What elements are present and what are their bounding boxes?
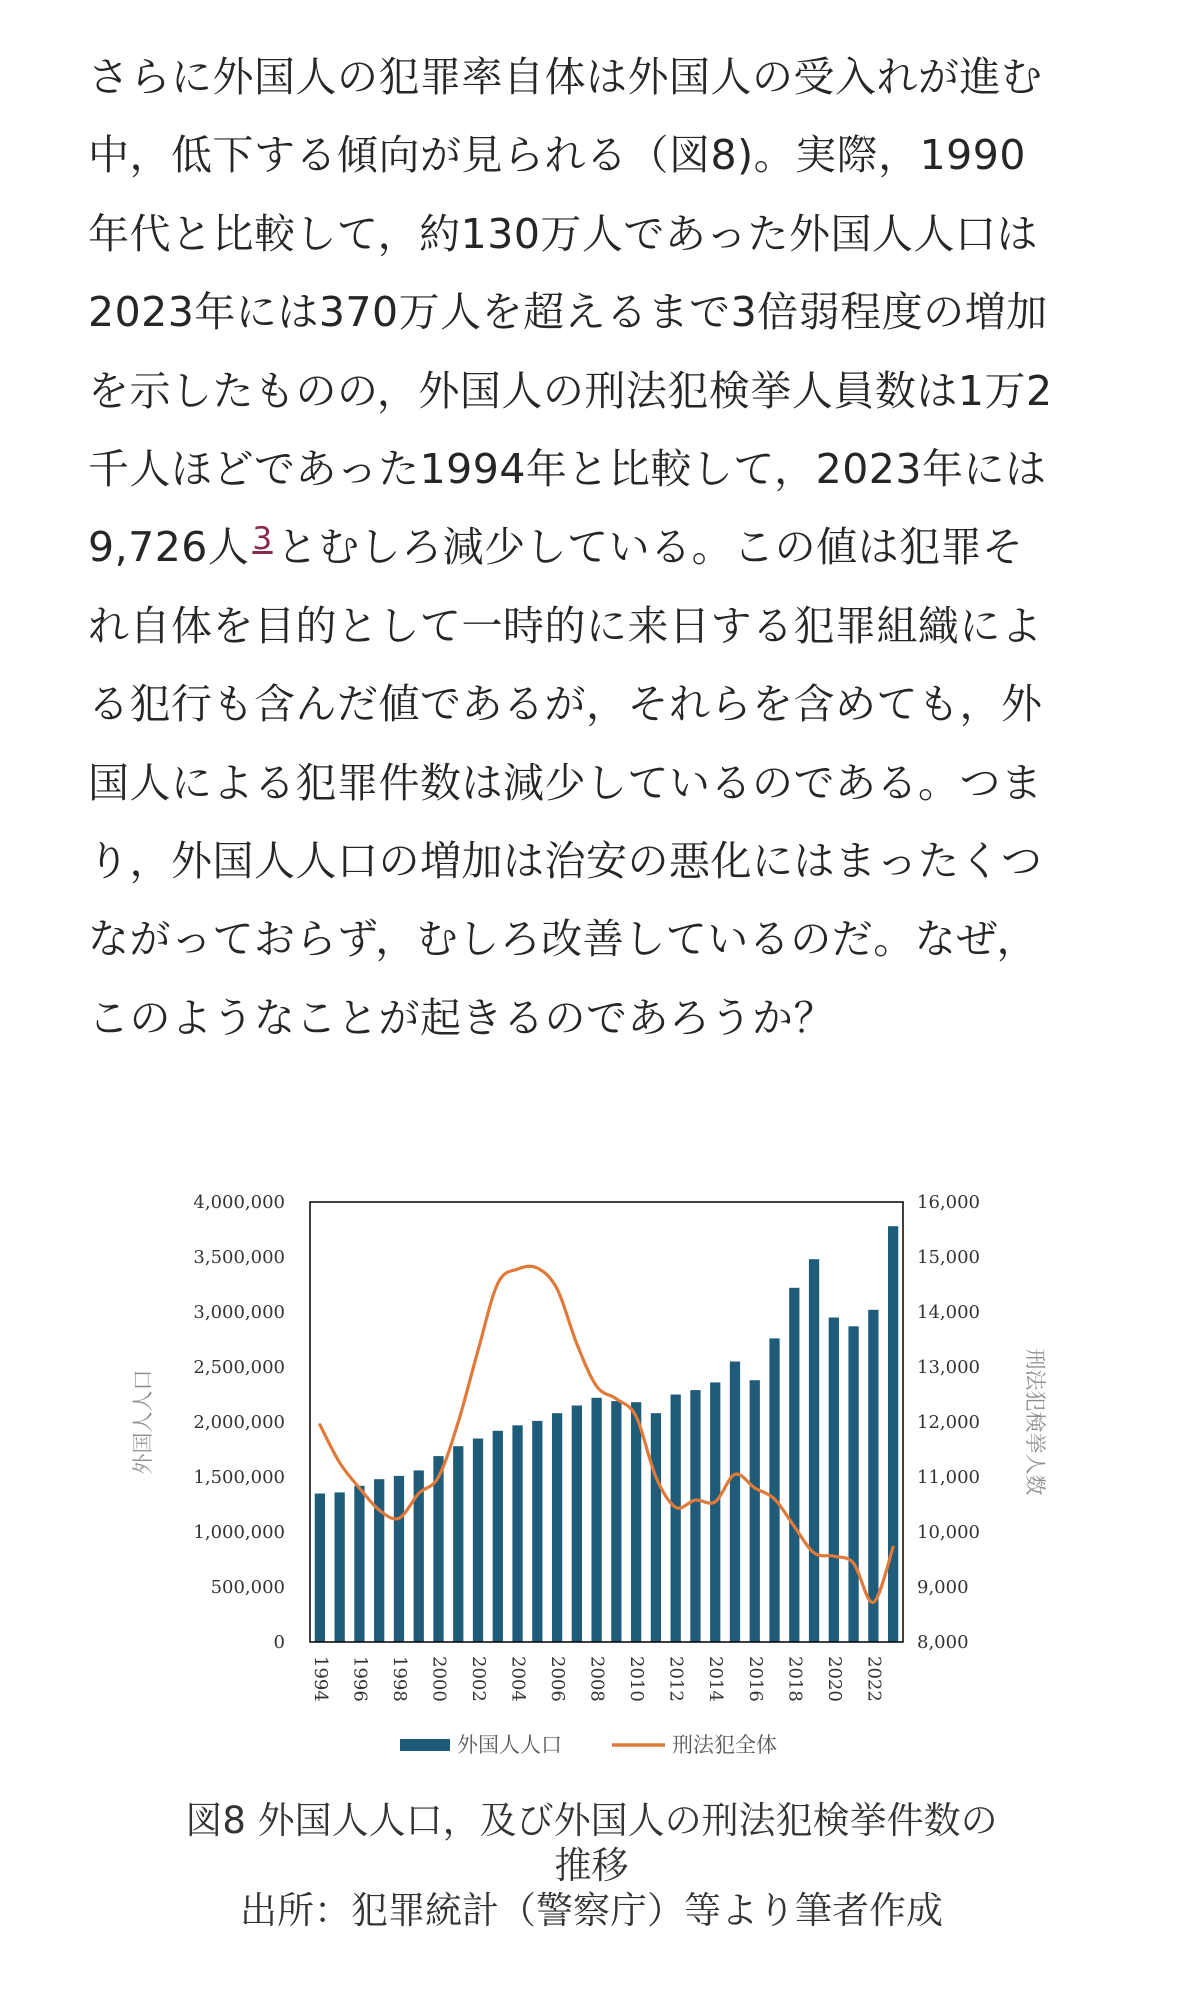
right-tick-label: 9,000 — [917, 1577, 969, 1598]
x-tick-label: 2022 — [863, 1656, 885, 1702]
bar — [671, 1395, 681, 1643]
bar — [335, 1492, 345, 1642]
paragraph-line: り，外国人人口の増加は治安の悪化にはまったくつ — [88, 836, 1043, 885]
right-tick-label: 14,000 — [917, 1302, 980, 1323]
left-tick-label: 3,000,000 — [193, 1302, 285, 1323]
bar — [651, 1413, 661, 1642]
x-tick-label: 2004 — [507, 1656, 529, 1702]
caption-source: 出所：犯罪統計（警察庁）等より筆者作成 — [240, 1889, 943, 1932]
right-axis-ticks — [917, 1192, 980, 1653]
x-tick-label: 2008 — [586, 1656, 608, 1702]
left-axis-ticks — [193, 1192, 285, 1653]
bar — [710, 1382, 720, 1642]
bar — [354, 1486, 364, 1642]
bar — [829, 1318, 839, 1643]
bar — [769, 1338, 779, 1642]
figure-8 — [0, 1170, 1183, 1770]
bar — [868, 1310, 878, 1642]
paragraph-line: る犯行も含んだ値であるが，それらを含めても，外 — [88, 680, 1043, 729]
paragraph-line: このようなことが起きるのであろうか？ — [88, 993, 835, 1042]
legend-swatch-bar — [400, 1739, 450, 1751]
paragraph-line: を示したものの，外国人の刑法犯検挙人員数は1万2 — [88, 366, 1053, 415]
bar — [512, 1425, 522, 1642]
right-tick-label: 10,000 — [917, 1522, 980, 1543]
left-tick-label: 1,000,000 — [193, 1522, 285, 1543]
x-tick-label: 1996 — [349, 1656, 371, 1702]
legend-label-line: 刑法犯全体 — [672, 1733, 777, 1757]
combo-chart — [0, 1170, 1183, 1770]
x-tick-label: 2020 — [823, 1656, 845, 1702]
bar — [315, 1494, 325, 1643]
right-tick-label: 13,000 — [917, 1357, 980, 1378]
footnote-link[interactable]: 3 — [252, 521, 273, 558]
bar — [690, 1390, 700, 1642]
paragraph-line: 国人による犯罪件数は減少しているのである。つま — [88, 758, 1043, 807]
left-tick-label: 2,000,000 — [193, 1412, 285, 1433]
bar — [532, 1421, 542, 1642]
x-tick-label: 2014 — [705, 1656, 727, 1702]
x-tick-label: 2018 — [784, 1656, 806, 1702]
right-tick-label: 15,000 — [917, 1247, 980, 1268]
bar — [888, 1226, 898, 1642]
paragraph-line: 年代と比較して，約130万人であった外国人人口は — [88, 209, 1039, 258]
paragraph-line: さらに外国人の犯罪率自体は外国人の受入れが進む — [88, 53, 1043, 101]
caption-title-cont: 推移 — [554, 1844, 629, 1887]
bar — [473, 1439, 483, 1643]
bar — [493, 1431, 503, 1642]
x-tick-label: 2002 — [468, 1656, 490, 1702]
bar — [611, 1401, 621, 1642]
left-tick-label: 2,500,000 — [193, 1357, 285, 1378]
bar — [730, 1362, 740, 1643]
figure-caption — [0, 1798, 1183, 1933]
line-path — [320, 1266, 893, 1602]
x-tick-label: 2006 — [547, 1656, 569, 1702]
x-tick-label: 1998 — [388, 1656, 410, 1702]
x-tick-label: 2016 — [744, 1656, 766, 1702]
bar — [809, 1259, 819, 1642]
left-tick-label: 1,500,000 — [193, 1467, 285, 1488]
bar — [394, 1476, 404, 1642]
left-tick-label: 0 — [273, 1632, 285, 1653]
paragraph-line: 2023年には370万人を超えるまで3倍弱程度の増加 — [88, 288, 1048, 337]
x-tick-label: 2012 — [665, 1656, 687, 1702]
legend-label-bar: 外国人人口 — [457, 1733, 562, 1757]
left-tick-label: 4,000,000 — [193, 1192, 285, 1213]
paragraph-line: 中，低下する傾向が見られる（図8)。実際，1990 — [88, 131, 1026, 180]
bar — [848, 1326, 858, 1642]
left-tick-label: 500,000 — [210, 1577, 285, 1598]
bar — [591, 1398, 601, 1642]
bar-series — [315, 1226, 899, 1642]
x-axis-ticks — [310, 1656, 884, 1702]
bar — [552, 1413, 562, 1642]
paragraph-text: 9,726人 — [88, 523, 250, 572]
left-tick-label: 3,500,000 — [193, 1247, 285, 1268]
body-paragraph — [88, 38, 1098, 1057]
bar — [789, 1288, 799, 1642]
right-tick-label: 12,000 — [917, 1412, 980, 1433]
paragraph-text: とむしろ減少している。この値は犯罪そ — [276, 523, 1024, 572]
paragraph-line-with-footnote — [88, 508, 1098, 586]
right-tick-label: 11,000 — [917, 1467, 980, 1488]
paragraph-line: 千人ほどであった1994年と比較して，2023年には — [88, 444, 1047, 493]
right-tick-label: 8,000 — [917, 1632, 969, 1653]
caption-title: 図8 外国人人口，及び外国人の刑法犯検挙件数の — [185, 1799, 998, 1842]
legend — [400, 1733, 777, 1757]
line-series — [320, 1266, 893, 1602]
paragraph-line: れ自体を目的として一時的に来日する犯罪組織によ — [88, 601, 1043, 650]
x-tick-label: 1994 — [309, 1656, 331, 1702]
right-tick-label: 16,000 — [917, 1192, 980, 1213]
bar — [453, 1446, 463, 1642]
bar — [750, 1380, 760, 1642]
bar — [374, 1479, 384, 1642]
paragraph-line: ながっておらず，むしろ改善しているのだ。なぜ， — [88, 915, 1038, 964]
x-tick-label: 2000 — [428, 1656, 450, 1702]
left-axis-title: 外国人人口 — [131, 1369, 155, 1475]
bar — [631, 1402, 641, 1642]
x-tick-label: 2010 — [626, 1656, 648, 1702]
right-axis-title: 刑法犯検挙人数 — [1023, 1348, 1047, 1496]
bar — [572, 1406, 582, 1643]
